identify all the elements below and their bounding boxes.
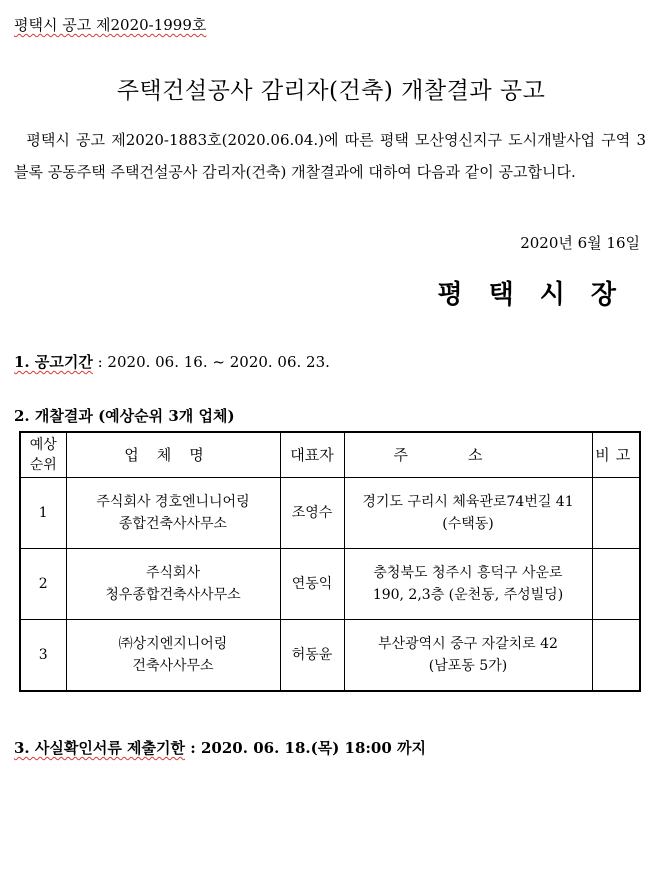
cell-note bbox=[592, 549, 640, 620]
notice-body bbox=[14, 124, 646, 188]
address-line1: 충청북도 청주시 흥덕구 사운로 bbox=[373, 565, 563, 581]
address-line2: (남포동 5가) bbox=[428, 658, 508, 674]
company-line1: 주식회사 경호엔니니어링 bbox=[96, 494, 250, 510]
table-row bbox=[20, 478, 640, 549]
header-note: 비고 bbox=[592, 432, 640, 478]
header-rank-line2: 순위 bbox=[29, 457, 57, 473]
header-rank bbox=[20, 432, 66, 478]
notice-date: 2020년 6월 16일 bbox=[520, 234, 640, 252]
cell-company bbox=[66, 620, 280, 692]
cell-address bbox=[344, 478, 592, 549]
signer: 평택시장 bbox=[437, 280, 642, 310]
cell-rank: 3 bbox=[20, 620, 66, 692]
cell-rank: 1 bbox=[20, 478, 66, 549]
address-line1: 경기도 구리시 체육관로74번길 41 bbox=[362, 494, 574, 510]
company-line2: 청우종합건축사사무소 bbox=[105, 587, 241, 603]
cell-company bbox=[66, 549, 280, 620]
company-line1: ㈜상지엔지니어링 bbox=[118, 636, 228, 652]
section-1-label: 1. 공고기간 bbox=[14, 353, 93, 371]
company-line2: 종합건축사사무소 bbox=[118, 516, 228, 532]
section-3-label: 3. 사실확인서류 제출기한 bbox=[14, 739, 186, 757]
company-line1: 주식회사 bbox=[145, 565, 201, 581]
section-announcement-period bbox=[14, 351, 330, 372]
cell-representative: 허동윤 bbox=[280, 620, 344, 692]
cell-address bbox=[344, 549, 592, 620]
header-address: 주소 bbox=[344, 432, 592, 478]
address-line1: 부산광역시 중구 자갈치로 42 bbox=[378, 636, 558, 652]
table-row bbox=[20, 549, 640, 620]
cell-representative: 연동익 bbox=[280, 549, 344, 620]
notice-number: 평택시 공고 제2020-1999호 bbox=[14, 16, 207, 34]
cell-company bbox=[66, 478, 280, 549]
header-company: 업체명 bbox=[66, 432, 280, 478]
section-bid-results bbox=[14, 405, 235, 426]
section-1-value: : 2020. 06. 16. ~ 2020. 06. 23. bbox=[92, 353, 330, 371]
cell-representative: 조영수 bbox=[280, 478, 344, 549]
table-row bbox=[20, 620, 640, 692]
section-3-value: : 2020. 06. 18.(목) 18:00 까지 bbox=[185, 739, 426, 757]
section-document-deadline bbox=[14, 737, 426, 758]
table-header-row bbox=[20, 432, 640, 478]
address-line2: 190, 2,3층 (운천동, 주성빌딩) bbox=[372, 587, 564, 603]
header-rank-line1: 예상 bbox=[29, 437, 57, 453]
section-2-label: 2. 개찰결과 bbox=[14, 407, 93, 425]
notice-body-text: 평택시 공고 제2020-1883호(2020.06.04.)에 따른 평택 모산영신지구 도시개발사업 구역 3블록 공동주택 주택건설공사 감리자(건축) 개찰결과에 대하여 다음과 같이 공고합니다. bbox=[14, 131, 646, 181]
company-line2: 건축사사무소 bbox=[132, 658, 214, 674]
address-line2: (수택동) bbox=[442, 516, 494, 532]
bid-result-table bbox=[19, 431, 641, 692]
section-2-value: (예상순위 3개 업체) bbox=[92, 407, 235, 425]
header-representative: 대표자 bbox=[280, 432, 344, 478]
cell-address bbox=[344, 620, 592, 692]
cell-note bbox=[592, 478, 640, 549]
cell-note bbox=[592, 620, 640, 692]
page-title: 주택건설공사 감리자(건축) 개찰결과 공고 bbox=[116, 78, 546, 104]
cell-rank: 2 bbox=[20, 549, 66, 620]
